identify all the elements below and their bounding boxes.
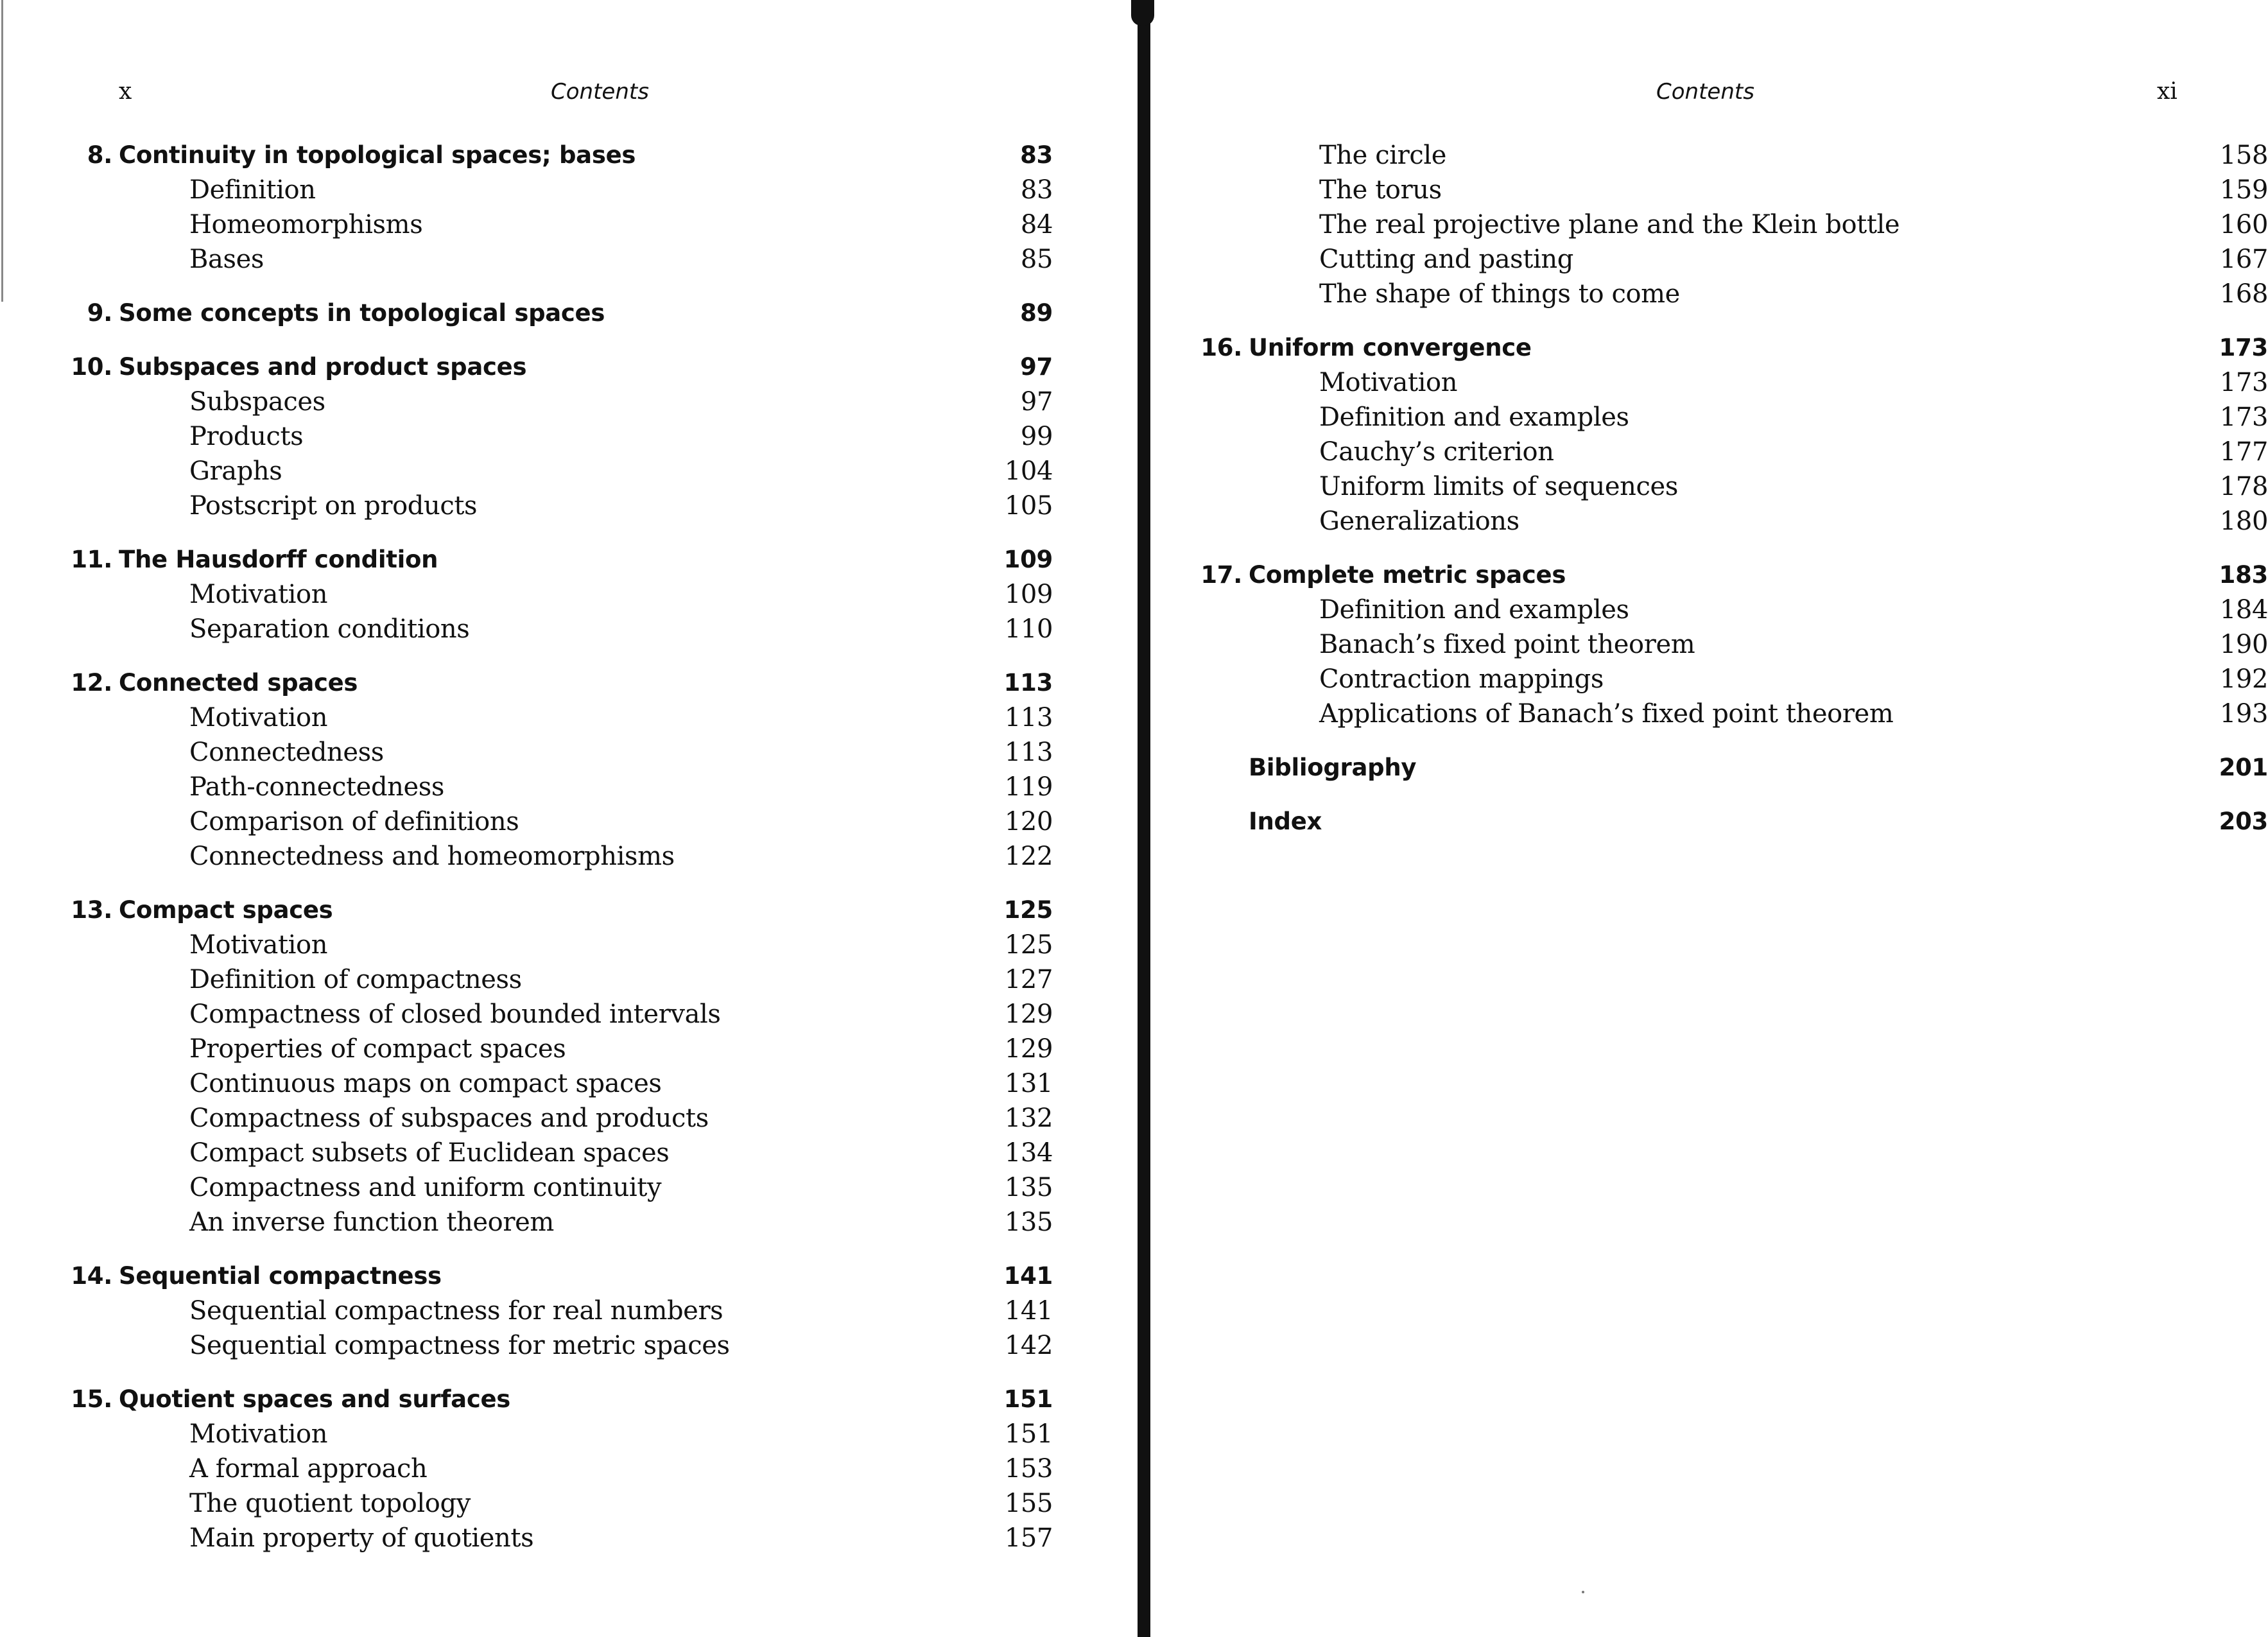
chapter-page: 151	[1003, 1385, 1053, 1413]
toc-chapter	[71, 666, 1053, 874]
section-title: Banach’s fixed point theorem	[1319, 630, 1695, 659]
running-title: Contents	[551, 79, 649, 105]
chapter-heading[interactable]	[71, 542, 1053, 577]
chapter-heading[interactable]	[87, 138, 1053, 173]
chapter-number: 17.	[1200, 561, 1242, 589]
chapter-title: The Hausdorff condition	[119, 546, 438, 573]
section-page: 109	[1004, 580, 1053, 609]
section-title: Motivation	[189, 1419, 328, 1449]
toc-section[interactable]	[119, 612, 1053, 646]
toc-section[interactable]	[119, 577, 1053, 612]
section-page: 177	[2219, 437, 2268, 467]
section-title: Cutting and pasting	[1319, 245, 1573, 274]
toc-section[interactable]	[119, 770, 1053, 804]
toc-chapter	[1200, 331, 2268, 539]
toc-chapter	[71, 893, 1053, 1240]
toc-section[interactable]	[119, 1136, 1053, 1170]
section-title: Compact subsets of Euclidean spaces	[189, 1138, 670, 1168]
section-title: The circle	[1319, 141, 1447, 170]
chapter-number: 9.	[87, 299, 112, 327]
section-page: 157	[1004, 1523, 1053, 1553]
section-page: 167	[2219, 245, 2268, 274]
toc-section[interactable]	[119, 207, 1053, 242]
table-of-contents	[71, 138, 1053, 1575]
toc-section[interactable]	[119, 242, 1053, 277]
back-matter-title: Bibliography	[1249, 754, 1417, 781]
chapter-page: 83	[1020, 141, 1053, 169]
section-page: 173	[2219, 368, 2268, 397]
section-page: 120	[1004, 807, 1053, 836]
bibliography-entry[interactable]	[1249, 750, 2268, 785]
chapter-heading[interactable]	[1200, 558, 2268, 593]
toc-section[interactable]	[119, 1521, 1053, 1555]
chapter-number: 12.	[71, 669, 112, 697]
toc-section[interactable]	[1249, 207, 2268, 242]
chapter-title: Sequential compactness	[119, 1262, 442, 1290]
chapter-number: 11.	[71, 546, 112, 573]
section-title: Motivation	[189, 930, 328, 960]
back-matter-title: Index	[1249, 808, 1322, 835]
toc-section[interactable]	[119, 489, 1053, 523]
toc-section[interactable]	[1249, 593, 2268, 627]
chapter-title: Subspaces and product spaces	[119, 353, 527, 381]
section-title: An inverse function theorem	[189, 1208, 554, 1237]
section-page: 190	[2219, 630, 2268, 659]
toc-section[interactable]	[1249, 662, 2268, 697]
section-page: 158	[2219, 141, 2268, 170]
left-page	[0, 0, 1130, 1637]
section-page: 104	[1004, 456, 1053, 486]
section-title: Generalizations	[1319, 507, 1519, 536]
chapter-page: 173	[2219, 334, 2268, 361]
chapter-number: 13.	[71, 896, 112, 924]
toc-chapter	[87, 296, 1053, 331]
toc-section[interactable]	[119, 1101, 1053, 1136]
section-title: Motivation	[189, 703, 328, 732]
toc-section[interactable]	[119, 928, 1053, 962]
section-page: 97	[1020, 387, 1053, 417]
section-title: Properties of compact spaces	[189, 1034, 566, 1064]
section-page: 113	[1004, 738, 1053, 767]
section-page: 180	[2219, 507, 2268, 536]
section-title: A formal approach	[189, 1454, 428, 1484]
section-page: 105	[1004, 491, 1053, 521]
section-page: 84	[1020, 210, 1053, 239]
section-title: Motivation	[189, 580, 328, 609]
toc-section[interactable]	[119, 1032, 1053, 1066]
table-of-contents	[1200, 138, 2268, 858]
toc-section[interactable]	[1249, 400, 2268, 435]
section-page: 83	[1020, 175, 1053, 205]
section-title: Applications of Banach’s fixed point theorem	[1319, 699, 1894, 729]
toc-section[interactable]	[119, 385, 1053, 419]
toc-section[interactable]	[1249, 138, 2268, 173]
chapter-page: 89	[1020, 299, 1053, 327]
section-page: 173	[2219, 403, 2268, 432]
chapter-heading[interactable]	[87, 296, 1053, 331]
toc-section[interactable]	[119, 419, 1053, 454]
toc-back-matter	[1249, 750, 2268, 785]
toc-section[interactable]	[1249, 469, 2268, 504]
toc-section[interactable]	[1249, 277, 2268, 311]
section-page: 160	[2219, 210, 2268, 239]
section-title: Definition of compactness	[189, 965, 522, 994]
section-page: 168	[2219, 279, 2268, 309]
chapter-heading[interactable]	[71, 1382, 1053, 1417]
toc-section[interactable]	[119, 1486, 1053, 1521]
right-page	[1162, 0, 2268, 1637]
section-page: 135	[1004, 1208, 1053, 1237]
toc-chapter	[71, 350, 1053, 523]
chapter-heading[interactable]	[71, 893, 1053, 928]
section-title: Path-connectedness	[189, 772, 445, 802]
section-page: 192	[2219, 664, 2268, 694]
section-page: 153	[1004, 1454, 1053, 1484]
section-title: The quotient topology	[189, 1489, 471, 1518]
chapter-page: 183	[2219, 561, 2268, 589]
toc-section[interactable]	[1249, 435, 2268, 469]
section-title: Definition and examples	[1319, 403, 1629, 432]
toc-back-matter	[1249, 804, 2268, 839]
toc-section[interactable]	[119, 735, 1053, 770]
book-spine-top	[1131, 0, 1154, 26]
section-title: Sequential compactness for real numbers	[189, 1296, 723, 1326]
index-entry[interactable]	[1249, 804, 2268, 839]
toc-section[interactable]	[1249, 697, 2268, 731]
chapter-number: 16.	[1200, 334, 1242, 361]
toc-chapter	[71, 542, 1053, 646]
section-page: 122	[1004, 842, 1053, 871]
section-title: Compactness and uniform continuity	[189, 1173, 662, 1202]
section-page: 141	[1004, 1296, 1053, 1326]
chapter-heading[interactable]	[71, 350, 1053, 385]
toc-chapter	[87, 138, 1053, 277]
chapter-number: 8.	[87, 141, 112, 169]
section-page: 135	[1004, 1173, 1053, 1202]
section-title: Homeomorphisms	[189, 210, 423, 239]
section-title: Continuous maps on compact spaces	[189, 1069, 662, 1098]
toc-section[interactable]	[119, 1170, 1053, 1205]
chapter-page: 113	[1003, 669, 1053, 697]
chapter-page: 97	[1020, 353, 1053, 381]
chapter-heading[interactable]	[71, 1259, 1053, 1294]
section-title: Connectedness	[189, 738, 384, 767]
toc-section[interactable]	[119, 804, 1053, 839]
section-title: Graphs	[189, 456, 282, 486]
section-page: 113	[1004, 703, 1053, 732]
section-page: 110	[1004, 614, 1053, 644]
section-page: 132	[1004, 1104, 1053, 1133]
chapter-number: 15.	[71, 1385, 112, 1413]
section-page: 99	[1020, 422, 1053, 451]
section-title: Definition	[189, 175, 316, 205]
chapter-number: 10.	[71, 353, 112, 381]
section-page: 85	[1020, 245, 1053, 274]
section-page: 155	[1004, 1489, 1053, 1518]
toc-section[interactable]	[119, 1328, 1053, 1363]
scan-speck	[1582, 1591, 1584, 1593]
section-title: Compactness of closed bounded intervals	[189, 1000, 721, 1029]
section-page: 184	[2219, 595, 2268, 625]
toc-section[interactable]	[119, 454, 1053, 489]
page-number-label: x	[119, 78, 132, 105]
running-title: Contents	[1656, 79, 1754, 105]
section-page: 134	[1004, 1138, 1053, 1168]
section-title: Postscript on products	[189, 491, 478, 521]
section-title: Bases	[189, 245, 264, 274]
toc-section[interactable]	[119, 839, 1053, 874]
section-page: 131	[1004, 1069, 1053, 1098]
toc-chapter-continued	[1249, 138, 2268, 311]
section-page: 159	[2219, 175, 2268, 205]
toc-section[interactable]	[119, 173, 1053, 207]
toc-section[interactable]	[1249, 365, 2268, 400]
toc-section[interactable]	[1249, 173, 2268, 207]
section-page: 127	[1004, 965, 1053, 994]
chapter-title: Continuity in topological spaces; bases	[119, 141, 636, 169]
section-page: 193	[2219, 699, 2268, 729]
section-page: 129	[1004, 1034, 1053, 1064]
book-spine-gutter	[1138, 0, 1150, 1637]
page-number-label: xi	[2157, 78, 2177, 105]
chapter-heading[interactable]	[71, 666, 1053, 700]
chapter-title: Some concepts in topological spaces	[119, 299, 605, 327]
section-title: Sequential compactness for metric spaces	[189, 1331, 730, 1360]
toc-chapter	[71, 1259, 1053, 1363]
chapter-page: 141	[1003, 1262, 1053, 1290]
section-title: Uniform limits of sequences	[1319, 472, 1678, 501]
chapter-title: Connected spaces	[119, 669, 358, 697]
toc-section[interactable]	[119, 1451, 1053, 1486]
toc-section[interactable]	[119, 997, 1053, 1032]
section-page: 119	[1004, 772, 1053, 802]
section-title: Comparison of definitions	[189, 807, 519, 836]
toc-section[interactable]	[119, 962, 1053, 997]
section-title: Definition and examples	[1319, 595, 1629, 625]
section-title: Subspaces	[189, 387, 325, 417]
toc-section[interactable]	[119, 1294, 1053, 1328]
section-title: The torus	[1319, 175, 1442, 205]
chapter-title: Compact spaces	[119, 896, 333, 924]
section-title: Main property of quotients	[189, 1523, 534, 1553]
toc-section[interactable]	[119, 1417, 1053, 1451]
section-title: Cauchy’s criterion	[1319, 437, 1554, 467]
section-title: Motivation	[1319, 368, 1458, 397]
chapter-title: Uniform convergence	[1249, 334, 1532, 361]
toc-section[interactable]	[119, 1205, 1053, 1240]
section-title: Compactness of subspaces and products	[189, 1104, 709, 1133]
chapter-number: 14.	[71, 1262, 112, 1290]
section-title: Connectedness and homeomorphisms	[189, 842, 675, 871]
toc-section[interactable]	[1249, 242, 2268, 277]
toc-section[interactable]	[1249, 627, 2268, 662]
back-matter-page: 203	[2219, 808, 2268, 835]
toc-chapter	[1200, 558, 2268, 731]
section-title: The shape of things to come	[1319, 279, 1680, 309]
section-title: Products	[189, 422, 304, 451]
section-title: The real projective plane and the Klein bottle	[1319, 210, 1900, 239]
back-matter-page: 201	[2219, 754, 2268, 781]
section-page: 125	[1004, 930, 1053, 960]
chapter-page: 109	[1003, 546, 1053, 573]
toc-section[interactable]	[119, 1066, 1053, 1101]
chapter-heading[interactable]	[1200, 331, 2268, 365]
chapter-title: Complete metric spaces	[1249, 561, 1566, 589]
section-title: Separation conditions	[189, 614, 470, 644]
section-page: 129	[1004, 1000, 1053, 1029]
chapter-title: Quotient spaces and surfaces	[119, 1385, 510, 1413]
section-title: Contraction mappings	[1319, 664, 1604, 694]
toc-chapter	[71, 1382, 1053, 1555]
section-page: 142	[1004, 1331, 1053, 1360]
section-page: 151	[1004, 1419, 1053, 1449]
chapter-page: 125	[1003, 896, 1053, 924]
section-page: 178	[2219, 472, 2268, 501]
toc-section[interactable]	[119, 700, 1053, 735]
toc-section[interactable]	[1249, 504, 2268, 539]
